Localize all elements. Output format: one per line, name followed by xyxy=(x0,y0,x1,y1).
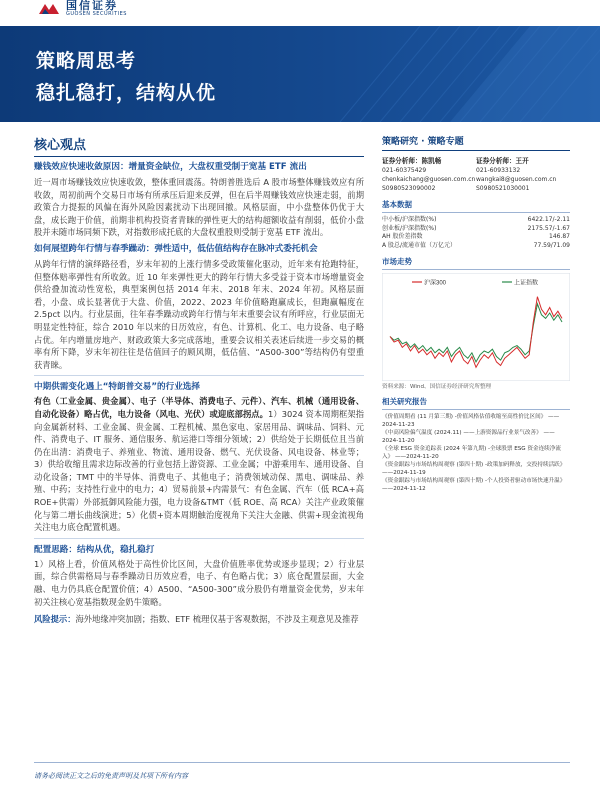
basic-data-table xyxy=(382,216,570,250)
risk-heading: 风险提示： xyxy=(34,614,76,625)
trend-chart-svg xyxy=(382,273,570,381)
table-row xyxy=(382,216,570,225)
report-link[interactable]: 《资金跟踪与市场结构周观察 (第四十期) -政策加码释放，交投持续活跃》 ——2024-11-19 xyxy=(382,462,566,476)
top-bar xyxy=(0,0,600,26)
logo-english: GUOSEN SECURITIES xyxy=(66,11,127,17)
legend-label-hs300: 沪深300 xyxy=(424,280,447,287)
analyst-email[interactable]: wangkai8@guosen.com.cn xyxy=(476,176,557,183)
chart-frame xyxy=(382,273,570,381)
analyst-name: 证券分析师：陈凯畅 xyxy=(382,157,442,165)
section-body-text: 1）3024 资本周期框架指向金属新材料、工业金属、贵金属、工程机械、黑色家电、家居用品、调味品、饲料、元件、消费电子、IT 服务、通信服务、航运港口等细分领域；2）供给处于长期低位且当前仍在出清：消费电子、养殖业、物流、通用设备、燃气、光伏设备、风电设备、林业等；3）供给收缩且需求边际改善的行业包括上游资源、工业金属；中游乘用车、通用设备、自动化设备；TMT 中的半导体、消费电子、其他电子；消费领域动保、黑电、调味品、养殖、中药；支持性行业中的电力；4）贸易前景+内需景气：有色金属、汽车（低 RCA+高 ROE+供需）外部抵御风险能力强，电力设备&TMT（低 ROE、高 RCA）关注产业政策催化与第二增长曲线演进；5）化债+资本周期触治度视角下关注大金融、供需+现金流视角关注电力底仓配置机遇。 xyxy=(34,408,364,533)
analyst-name: 证券分析师：王开 xyxy=(476,157,529,165)
core-views-title: 核心观点 xyxy=(34,134,364,157)
section-heading: 赚钱效应快速收敛原因：增量资金缺位，大盘权重受制于宽基 ETF 流出 xyxy=(34,162,307,172)
report-link[interactable]: 《价值周期看 (11 月第三期) -价值风格估值收缩至高性价比区间》 ——2024-11-23 xyxy=(382,414,560,428)
market-trend-chart xyxy=(382,273,570,381)
market-trend-title: 市场走势 xyxy=(382,256,570,270)
sidebar xyxy=(382,134,570,493)
row-value: 2175.57/-1.67 xyxy=(527,224,570,232)
row-value: 6422.17/-2.11 xyxy=(527,216,570,223)
section-paragraph: 1）风格上看，价值风格处于高性价比区间，大盘价值胜率优势或逐步显现；2）行业层面，综合供需格局与春季躁动日历效应看，电子、有色略占优；3）底仓配置层面，大金融、电力仍具底仓配置价值；4）A500、“A500-300”成分股仍有增量资金优势，岁末年初关注核心宽基指数现金奶牛策略。 xyxy=(34,558,364,607)
section-paragraph xyxy=(34,395,364,534)
row-value: 146.87 xyxy=(549,233,570,240)
report-title: 策略周思考 xyxy=(36,50,137,72)
table-row xyxy=(382,225,570,234)
section-paragraph: 从跨年行情的演绎路径看，岁末年初的上涨行情多受政策催化驱动，近年来有抢跑特征，但整体赔率弹性有所收敛。近 10 年来弹性更大的跨年行情大多受益于资本市场增量资金供给叠加流动性宽松，典型案例包括 2014 年末、2018 年末、2024 年初。风格层面看，小盘、成长显著优于大盘、价值，2022、2023 年价值略跑赢成长，但跑赢幅度在 2.5pct 以内。行业层面，往年春季躁动或跨年行情与年末重要会议有所呼应，行业层面无明显定性特征，综合 2010 年以来的日历效应，有色、计算机、化工、电力设备、电子略占优。年内增量房地产、财政政策大多完成落地，重要会议相关表述后续进一步交易的概率有所下降，岁末年初往往是估值回子的顾风期，低估值、“A500-300”等结构仍有望重获青睐。 xyxy=(34,258,364,370)
related-reports-list xyxy=(382,413,570,493)
chart-source: 资料来源：Wind、国信证券经济研究所整理 xyxy=(382,384,492,390)
main-content xyxy=(34,134,364,626)
basic-data-title: 基本数据 xyxy=(382,199,570,213)
analyst-license: S0980521030001 xyxy=(476,185,530,192)
analyst-card xyxy=(476,157,570,193)
analyst-card xyxy=(382,157,476,193)
risk-paragraph xyxy=(34,613,364,626)
analyst-license: S0980523090002 xyxy=(382,185,436,192)
title-banner xyxy=(0,26,600,122)
company-logo xyxy=(38,0,127,17)
section-heading: 中期供需变化遇上“特朗普交易”的行业选择 xyxy=(34,375,364,392)
footer-disclaimer: 请务必阅读正文之后的免责声明及其项下所有内容 xyxy=(34,762,570,781)
section-heading: 配置思路：结构从优，稳扎稳打 xyxy=(34,538,364,555)
report-category: 策略研究 · 策略专题 xyxy=(382,134,570,151)
report-subtitle: 稳扎稳打，结构从优 xyxy=(36,82,217,104)
analyst-email[interactable]: chenkaichang@guosen.com.cn xyxy=(382,176,476,183)
report-link[interactable]: 《全球 ESG 资金追踪表 (2024 年第九期) -全球股票 ESG 资金连续净流入》 ——2024-11-20 xyxy=(382,446,561,460)
row-label: AH 股价差指数 xyxy=(382,233,423,240)
row-label: A 股总/流通市值（万亿元） xyxy=(382,241,457,249)
logo-chinese: 国信证券 xyxy=(66,0,118,12)
row-value: 77.59/71.09 xyxy=(533,241,570,249)
section-heading: 如何展望跨年行情与春季躁动：弹性适中，低估值结构存在脉冲式委托机会 xyxy=(34,243,318,254)
analyst-phone: 021-60375429 xyxy=(382,167,427,174)
report-link[interactable]: 《中高风险偏气温度 (2024.11) ——上游资源品行业景气改善》 ——2024-11-20 xyxy=(382,430,555,444)
section-lead-text: 有色（工业金属、贵金属）、电子（半导体、消费电子、元件）、汽车、机械（通用设备、自动化设备）略占优，电力设备（风电、光伏）或迎底部拐点。 xyxy=(34,396,364,419)
legend-label-sh: 上证指数 xyxy=(514,280,539,287)
table-row xyxy=(382,233,570,242)
report-link[interactable]: 《资金跟踪与市场结构周观察 (第四十期) -个人投资者驱动市场快速升温》 ——2024-11-12 xyxy=(382,478,566,492)
section-paragraph: 近一周市场赚钱效应快速收敛，整体重回震荡。特朗普胜选后 A 股市场整体赚钱效应有所收敛，周初前两个交易日市场有所承压后迎来反弹，但在后半周赚钱效应快速走弱，前期政策合力提振的风偏在海外风险因素扰动下出现回撤。风格层面，中小盘整体仍优于大盘，成长跑于价值，前期非机构投资者青睐的弹性更大的结构超额收益有削弱，低价小盘股并未随市场同频下跌，对指数形成托底的大盘权重股则受制于宽基 ETF 流出。 xyxy=(34,177,364,238)
row-label: 中小板/沪深指数(%) xyxy=(382,216,437,223)
row-label: 创业板/沪深指数(%) xyxy=(382,224,437,232)
risk-text: 海外地缘冲突加剧；指数、ETF 梳理仅基于客观数据，不涉及主观意见及推荐 xyxy=(75,614,359,625)
banner-stripes-decoration xyxy=(280,26,600,122)
analyst-phone: 021-60933132 xyxy=(476,167,521,174)
logo-mark-icon xyxy=(38,2,60,16)
table-row xyxy=(382,242,570,251)
related-reports-title: 相关研究报告 xyxy=(382,396,570,410)
analyst-list xyxy=(382,157,570,193)
